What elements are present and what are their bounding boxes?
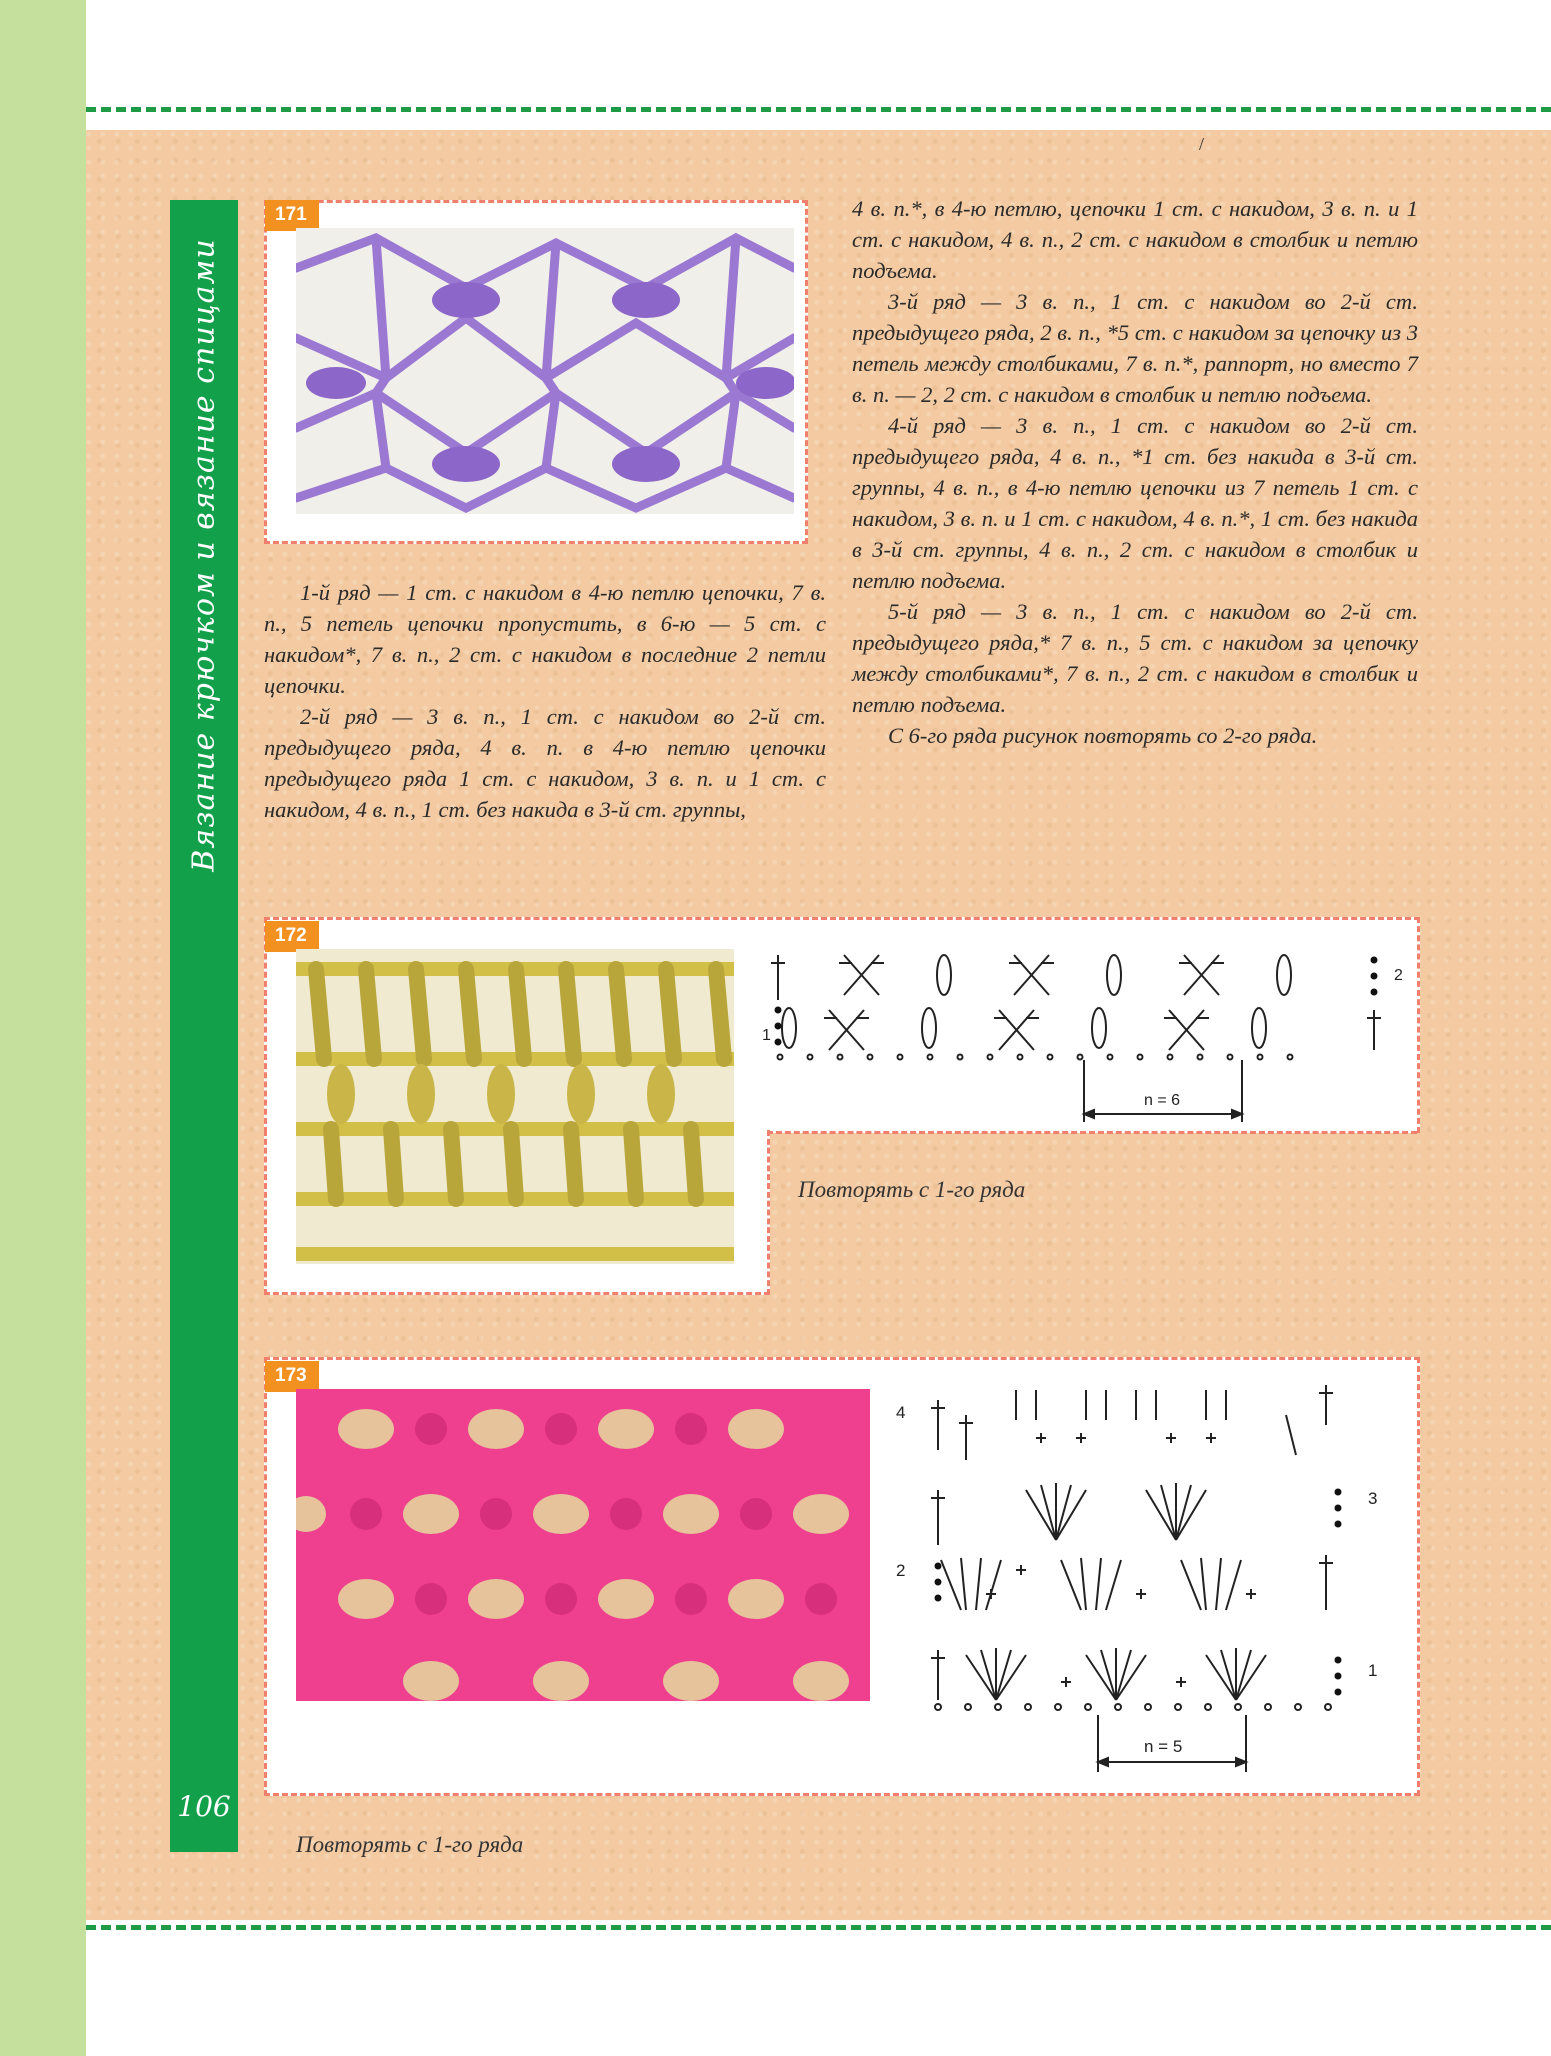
paragraph: 4-й ряд — 3 в. п., 1 ст. с накидом во 2-й ст. предыдущего ряда, 4 в. п., *1 ст. без накида в 3-й ст. группы, 4 в. п., в 4-ю петлю цепочки из 7 петель 1 ст. с накидом, 3 в. п. и 1 ст. с накидом, 4 в. п.*, 1 ст. без накида в 3-й ст. группы, 4 в. п., 2 ст. с накидом в столбик и петлю подъема. (852, 413, 1418, 593)
paragraph: 4 в. п.*, в 4-ю петлю, цепочки 1 ст. с накидом, 3 в. п. и 1 ст. с накидом, 4 в. п., 2 ст. с накидом в столбик и петлю подъема. (852, 196, 1418, 283)
pattern-173-badge: 173 (265, 1361, 319, 1392)
pattern-173-photo (296, 1389, 870, 1701)
pattern-171-photo (296, 228, 794, 514)
paragraph: 1-й ряд — 1 ст. с накидом в 4-ю петлю цепочки, 7 в. п., 5 петель цепочки пропустить, в 6-ю — 5 ст. с накидом*, 7 в. п., 2 ст. с накидом в последние 2 петли цепочки. (264, 580, 826, 698)
row-label: 2 (1394, 967, 1403, 984)
row-label: 1 (762, 1027, 771, 1044)
pattern-171-text-left (264, 577, 826, 825)
top-dashed-rule (86, 107, 1551, 112)
paragraph: 5-й ряд — 3 в. п., 1 ст. с накидом во 2-й ст. предыдущего ряда,* 7 в. п., 5 ст. с накидом за цепочку между столбиками*, 7 в. п., 2 ст. с накидом в столбик и петлю подъема. (852, 599, 1418, 717)
stray-mark: / (1199, 134, 1205, 154)
row-label: 4 (896, 1403, 906, 1422)
pattern-172-caption: Повторять с 1-го ряда (798, 1177, 1026, 1202)
pattern-171-badge: 171 (265, 200, 319, 231)
paragraph: С 6-го ряда рисунок повторять со 2-го ряда. (888, 723, 1318, 748)
paragraph: 2-й ряд — 3 в. п., 1 ст. с накидом во 2-й ст. предыдущего ряда, 4 в. п. в 4-ю петлю цепочки предыдущего ряда 1 ст. с накидом, 3 в. п. и 1 ст. с накидом, 4 в. п., 1 ст. без накида в 3-й ст. группы, (264, 704, 826, 822)
paragraph: 3-й ряд — 3 в. п., 1 ст. с накидом во 2-й ст. предыдущего ряда, 2 в. п., *5 ст. с накидом за цепочку из 3 петель между столбиками, 7 в. п.*, раппорт, но вместо 7 в. п. — 2, 2 ст. с накидом в столбик и петлю подъема. (852, 289, 1418, 407)
repeat-label: n = 6 (1144, 1092, 1181, 1109)
row-label: 3 (1368, 1489, 1378, 1508)
row-label: 1 (1368, 1661, 1378, 1680)
pattern-171-text-right (852, 193, 1418, 751)
repeat-label: n = 5 (1144, 1737, 1183, 1756)
pattern-172-photo (296, 949, 734, 1264)
pattern-173-caption: Повторять с 1-го ряда (296, 1832, 524, 1857)
pattern-173-diagram (886, 1380, 1396, 1780)
row-label: 2 (896, 1561, 906, 1580)
page-number: 106 (177, 1790, 231, 1823)
left-color-band (0, 0, 86, 2056)
bottom-dashed-rule (86, 1925, 1551, 1930)
section-title: Вязание крючком и вязание спицами (186, 238, 222, 872)
pattern-172-diagram (744, 940, 1404, 1130)
pattern-172-panel-step (767, 1131, 1417, 1134)
pattern-172-badge: 172 (265, 921, 319, 952)
